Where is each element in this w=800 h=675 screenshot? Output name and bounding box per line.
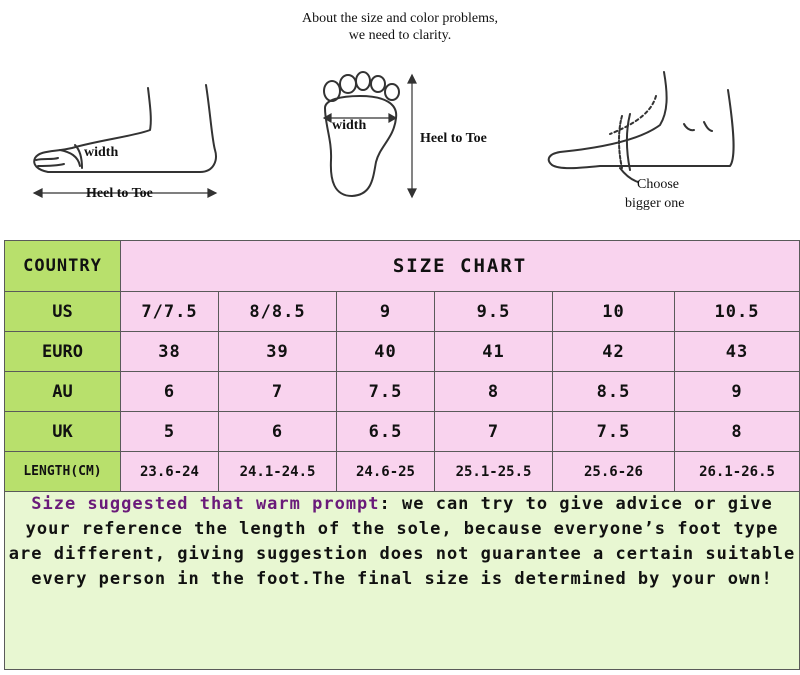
table-cell: 6 — [219, 412, 337, 452]
table-cell: 24.6-25 — [337, 452, 435, 492]
table-cell: 9.5 — [435, 292, 553, 332]
row-label-us: US — [5, 292, 121, 332]
country-header: COUNTRY — [5, 241, 121, 292]
sole-width-label: width — [332, 118, 367, 133]
sole-drawing — [324, 72, 399, 196]
side-width-label: width — [84, 145, 119, 160]
table-cell: 7.5 — [553, 412, 675, 452]
table-cell: 8.5 — [553, 372, 675, 412]
table-cell: 25.1-25.5 — [435, 452, 553, 492]
row-label-uk: UK — [5, 412, 121, 452]
chart-title: SIZE CHART — [121, 241, 800, 292]
row-label-au: AU — [5, 372, 121, 412]
table-cell: 7/7.5 — [121, 292, 219, 332]
table-cell: 26.1-26.5 — [675, 452, 800, 492]
table-cell: 7 — [435, 412, 553, 452]
table-row — [5, 292, 800, 332]
table-cell: 6 — [121, 372, 219, 412]
sole-length-arrow — [408, 75, 416, 197]
table-cell: 9 — [675, 372, 800, 412]
table-cell: 8 — [675, 412, 800, 452]
choose-label-line-1: Choose — [637, 177, 679, 192]
table-row — [5, 372, 800, 412]
intro-line-2: we need to clarity. — [348, 28, 452, 43]
table-cell: 41 — [435, 332, 553, 372]
table-row — [5, 412, 800, 452]
note-row — [5, 492, 800, 670]
table-cell: 6.5 — [337, 412, 435, 452]
row-label-euro: EURO — [5, 332, 121, 372]
table-cell: 39 — [219, 332, 337, 372]
table-row — [5, 332, 800, 372]
table-cell: 5 — [121, 412, 219, 452]
size-advice-note — [5, 492, 800, 670]
table-cell: 8/8.5 — [219, 292, 337, 332]
table-row — [5, 452, 800, 492]
note-accent-text: Size suggested that warm prompt — [31, 494, 380, 514]
table-cell: 38 — [121, 332, 219, 372]
table-cell: 7 — [219, 372, 337, 412]
table-cell: 10.5 — [675, 292, 800, 332]
table-cell: 23.6-24 — [121, 452, 219, 492]
intro-text — [0, 10, 800, 44]
side-foot-drawing — [34, 85, 216, 172]
table-cell: 40 — [337, 332, 435, 372]
table-cell: 9 — [337, 292, 435, 332]
size-chart-table — [4, 240, 800, 670]
table-cell: 43 — [675, 332, 800, 372]
table-cell: 7.5 — [337, 372, 435, 412]
table-cell: 8 — [435, 372, 553, 412]
note-body-text: : we can try to give advice or give your reference the length of the sole, because everyone’s foot type are different, giving suggestion does not guarantee a certain suitable every person in the foot.The final size is determined by your own! — [8, 494, 796, 589]
side-heel-to-toe-label: Heel to Toe — [86, 186, 153, 201]
intro-line-1: About the size and color problems, — [302, 11, 498, 26]
row-label-length: LENGTH(CM) — [5, 452, 121, 492]
table-cell: 24.1-24.5 — [219, 452, 337, 492]
table-cell: 42 — [553, 332, 675, 372]
tape-foot-drawing — [549, 72, 734, 182]
table-cell: 10 — [553, 292, 675, 332]
sole-heel-to-toe-label: Heel to Toe — [420, 131, 487, 146]
table-cell: 25.6-26 — [553, 452, 675, 492]
choose-label-line-2: bigger one — [625, 196, 685, 211]
chart-header-row — [5, 241, 800, 292]
